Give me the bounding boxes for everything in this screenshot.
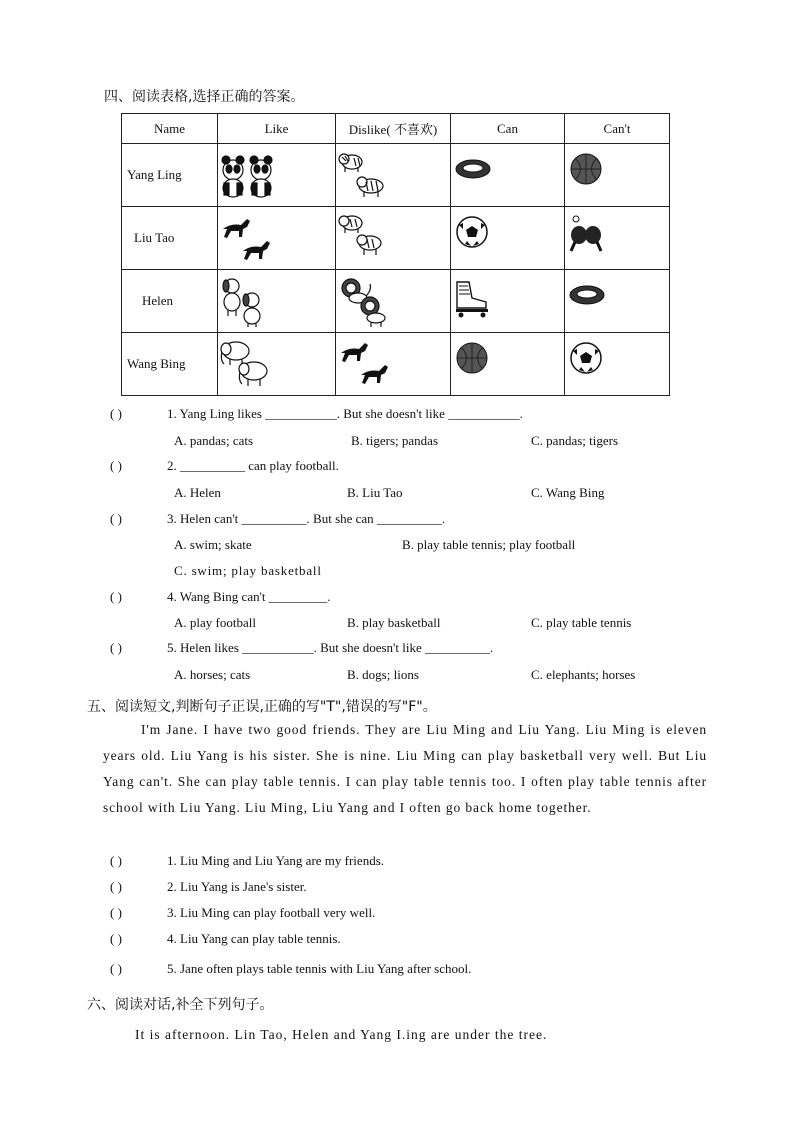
option-b: B. dogs; lions [347,667,419,682]
answer-blank[interactable]: ( ) [110,406,122,421]
reading-passage: I'm Jane. I have two good friends. They are Liu Ming and Liu Yang. Liu Ming is eleven years old. Liu Yang is his sister. She is nine. Liu Ming can play basketball very well. But Liu Yang can't. She can play table tennis. I can play table tennis too. I often play table tennis after school with Liu Yang. Liu Ming, Liu Yang and I often go back home together. [103,722,707,815]
option-a: A. play football [174,615,256,630]
option-a: A. pandas; cats [174,433,254,448]
cell-dislike [336,333,451,396]
option-a: A. swim; skate [174,537,252,552]
statement-text: 4. Liu Yang can play table tennis. [167,931,341,946]
option-b: B. tigers; pandas [351,433,439,448]
cell-cant [565,144,670,207]
info-table [121,113,670,396]
panda-icon [218,148,328,203]
table-header-row [122,114,670,144]
option-c: C. swim; play basketball [174,563,322,578]
answer-blank[interactable]: ( ) [110,931,122,946]
dialogue-intro: It is afternoon. Lin Tao, Helen and Yang I.ing are under the tree. [135,1027,548,1042]
header-name: Name [122,114,218,144]
football-icon [451,211,561,266]
header-cant: Can't [565,114,670,144]
dog-icon [218,274,328,329]
answer-blank[interactable]: ( ) [110,589,122,604]
basketball-icon [565,148,665,203]
question-text: 4. Wang Bing can't _________. [167,589,331,604]
statement-text: 2. Liu Yang is Jane's sister. [167,879,307,894]
option-a: A. Helen [174,485,221,500]
cell-like [218,333,336,396]
question-text: 3. Helen can't __________. But she can __________. [167,511,446,526]
row-name: Yang Ling [122,144,218,207]
cell-like [218,207,336,270]
answer-blank[interactable]: ( ) [110,961,122,976]
option-c: C. play table tennis [531,615,632,630]
statement-text: 3. Liu Ming can play football very well. [167,905,376,920]
answer-blank[interactable]: ( ) [110,853,122,868]
table-row [122,207,670,270]
option-b: B. Liu Tao [347,485,403,500]
cell-dislike [336,207,451,270]
answer-blank[interactable]: ( ) [110,879,122,894]
skate-icon [451,274,561,329]
header-like: Like [218,114,336,144]
tiger-icon [336,211,446,266]
cell-dislike [336,270,451,333]
cell-can [451,333,565,396]
cell-can [451,207,565,270]
header-can: Can [451,114,565,144]
horse-icon [218,211,328,266]
tiger-icon [336,148,446,203]
answer-blank[interactable]: ( ) [110,511,122,526]
question-text: 5. Helen likes ___________. But she doesn't like __________. [167,640,494,655]
answer-blank[interactable]: ( ) [110,640,122,655]
football-icon [565,337,665,392]
cell-dislike [336,144,451,207]
cell-like [218,270,336,333]
question-text: 1. Yang Ling likes ___________. But she doesn't like ___________. [167,406,523,421]
section-5-title: 五、阅读短文,判断句子正误,正确的写"T",错误的写"F"。 [87,699,437,715]
cell-like [218,144,336,207]
row-name: Wang Bing [122,333,218,396]
basketball-icon [451,337,561,392]
table-tennis-icon [565,211,665,266]
cell-cant [565,270,670,333]
option-b: B. play basketball [347,615,441,630]
swim-ring-icon [451,148,561,203]
question-text: 2. __________ can play football. [167,458,339,473]
table-row [122,144,670,207]
horse-icon [336,337,446,392]
cell-can [451,144,565,207]
answer-blank[interactable]: ( ) [110,905,122,920]
option-c: C. Wang Bing [531,485,605,500]
answer-blank[interactable]: ( ) [110,458,122,473]
lion-icon [336,274,446,329]
option-a: A. horses; cats [174,667,251,682]
option-c: C. pandas; tigers [531,433,619,448]
cell-can [451,270,565,333]
header-dislike: Dislike( 不喜欢) [336,114,451,144]
elephant-icon [218,337,328,392]
section-6-title: 六、阅读对话,补全下列句子。 [87,997,274,1013]
table-row [122,270,670,333]
cell-cant [565,333,670,396]
table-row [122,333,670,396]
option-b: B. play table tennis; play football [402,537,576,552]
statement-text: 1. Liu Ming and Liu Yang are my friends. [167,853,385,868]
row-name: Helen [122,270,218,333]
row-name: Liu Tao [122,207,218,270]
section-4-title: 四、阅读表格,选择正确的答案。 [104,89,305,105]
swim-ring-icon [565,274,665,329]
statement-text: 5. Jane often plays table tennis with Liu Yang after school. [167,961,472,976]
cell-cant [565,207,670,270]
option-c: C. elephants; horses [531,667,636,682]
